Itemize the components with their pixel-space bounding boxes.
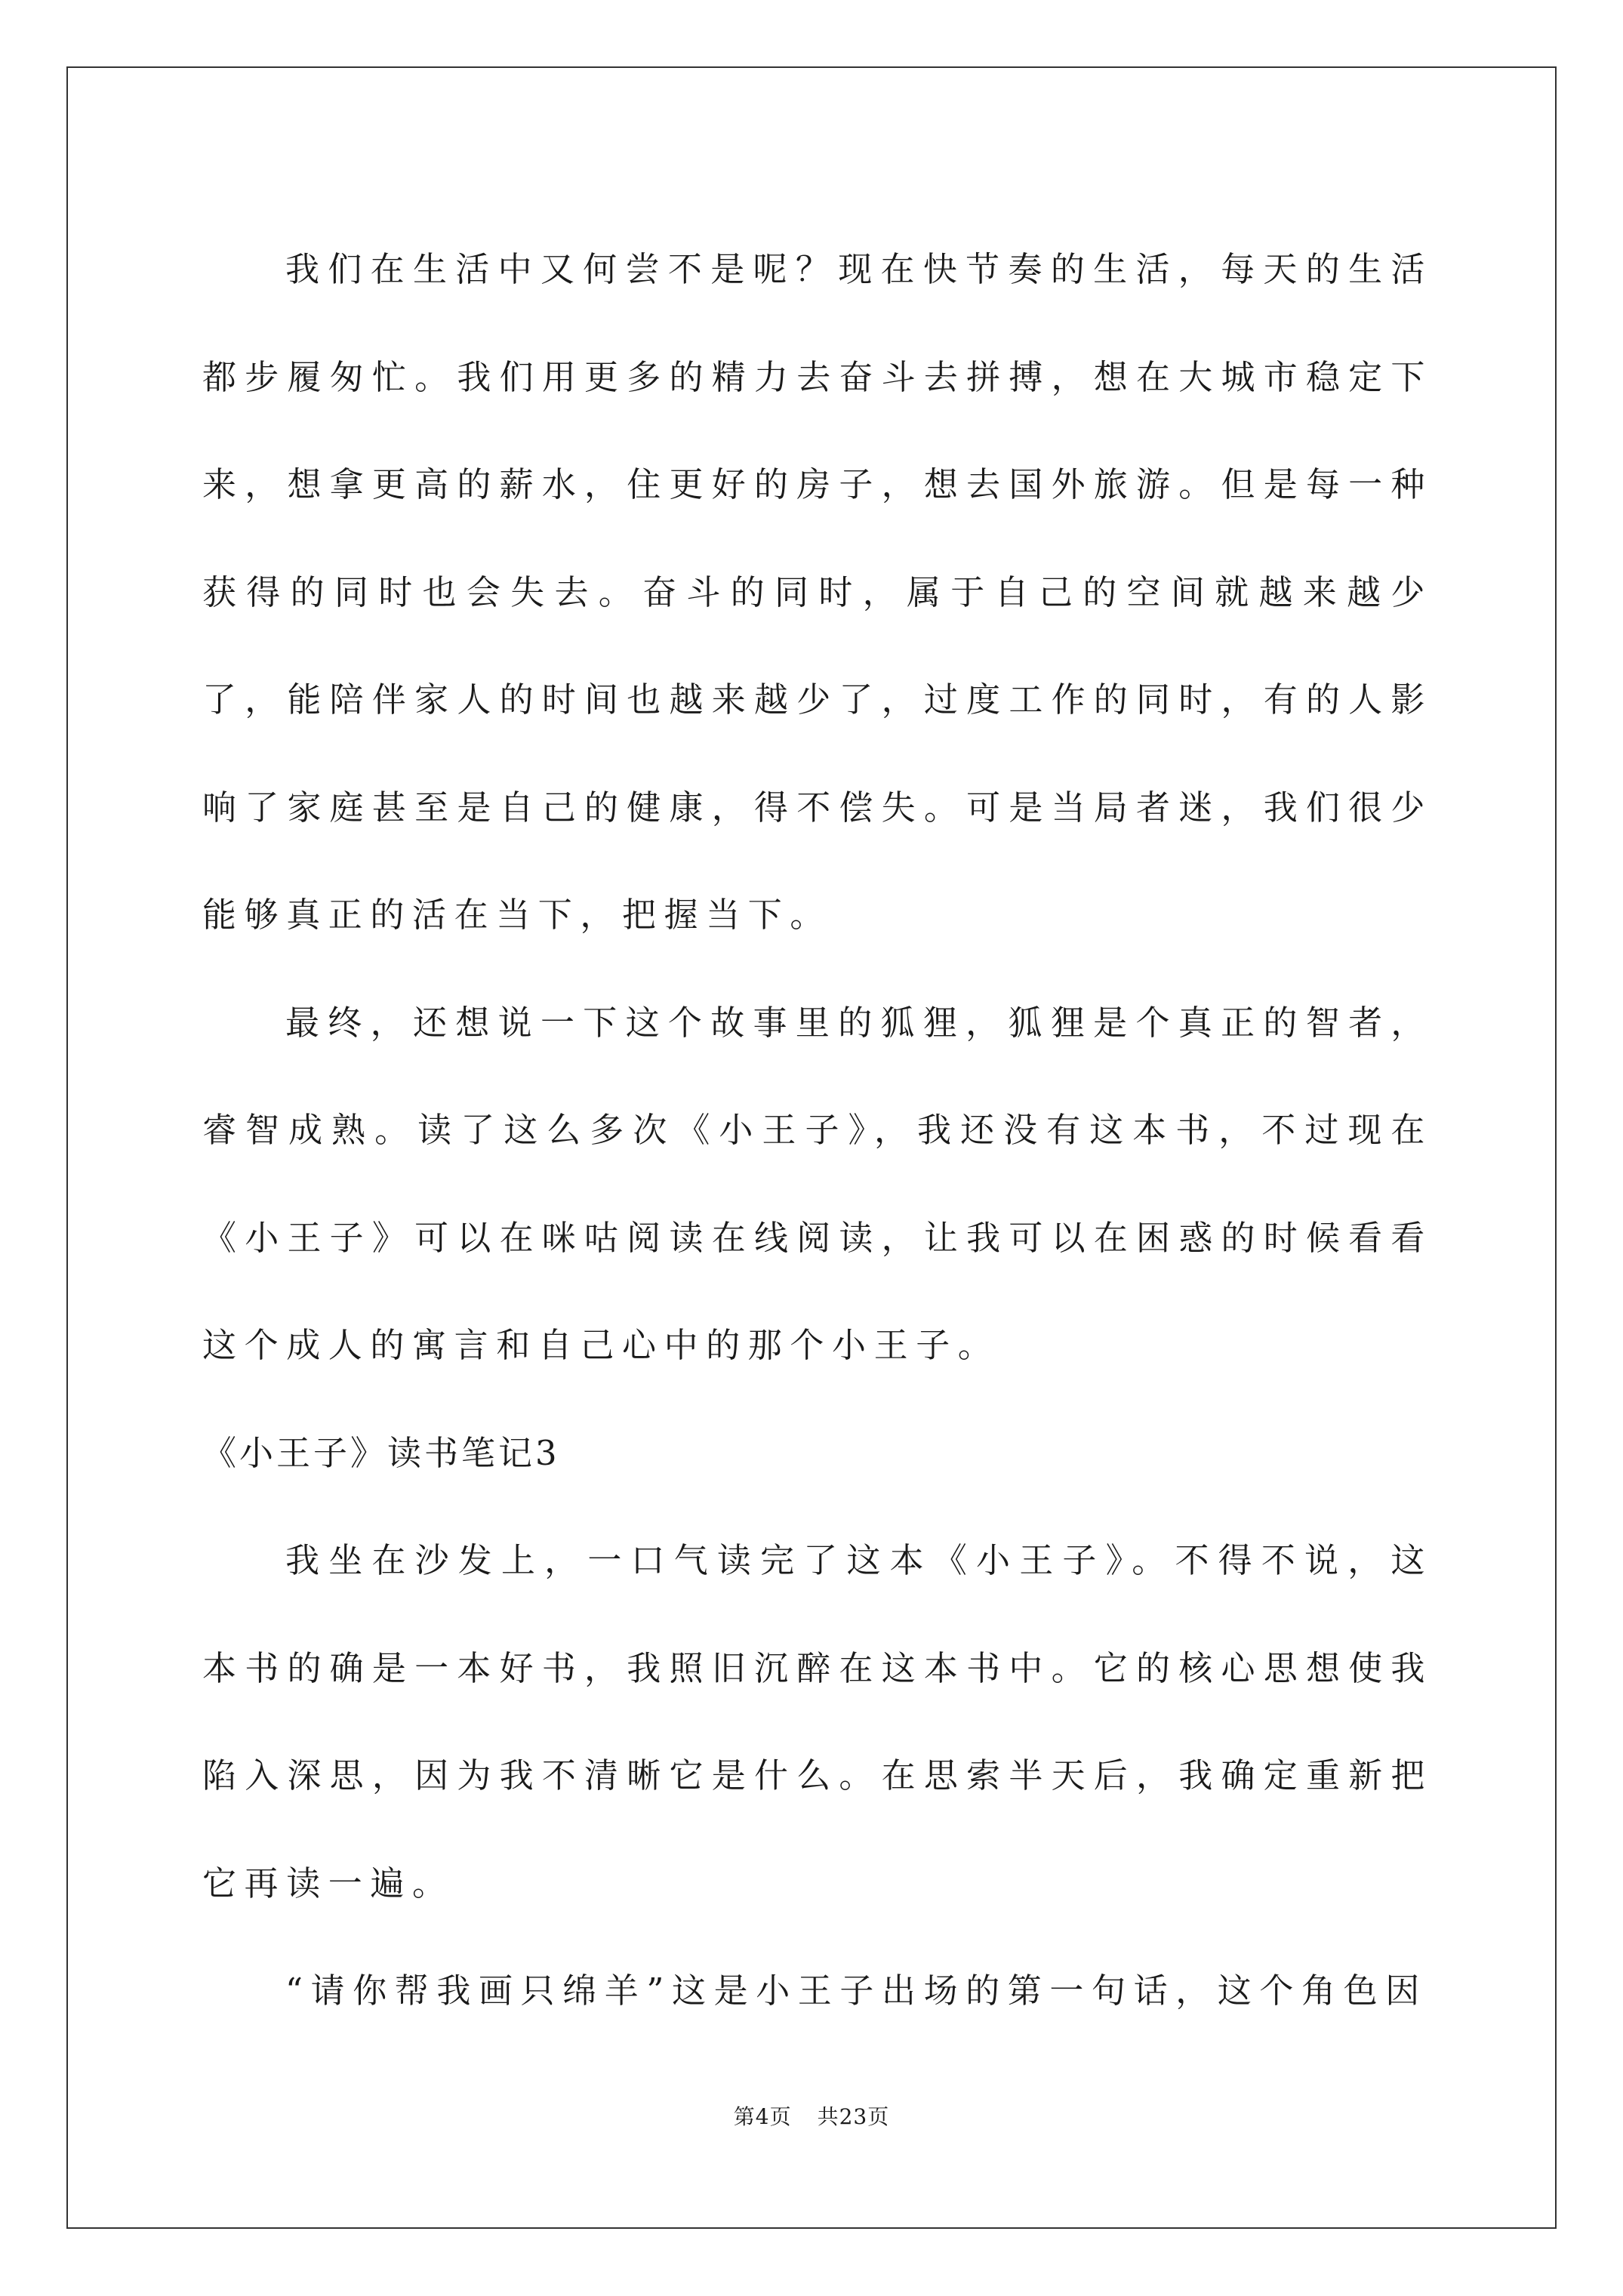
page-total: 共23页	[817, 2104, 890, 2129]
page-footer	[0, 2100, 1623, 2131]
page-number: 第4页	[733, 2104, 792, 2129]
document-body	[202, 216, 1433, 2045]
paragraph-1: 我们在生活中又何尝不是呢？现在快节奏的生活，每天的生活都步履匆忙。我们用更多的精力去奋斗去拼搏，想在大城市稳定下来，想拿更高的薪水，住更好的房子，想去国外旅游。但是每一种获得的同时也会失去。奋斗的同时，属于自己的空间就越来越少了，能陪伴家人的时间也越来越少了，过度工作的同时，有的人影响了家庭甚至是自己的健康，得不偿失。可是当局者迷，我们很少能够真正的活在当下，把握当下。	[202, 249, 1433, 935]
paragraph-3: 我坐在沙发上，一口气读完了这本《小王子》。不得不说，这本书的确是一本好书，我照旧沉醉在这本书中。它的核心思想使我陷入深思，因为我不清晰它是什么。在思索半天后，我确定重新把它再读一遍。	[202, 1540, 1433, 1903]
section-heading: 《小王子》读书笔记3	[202, 1432, 560, 1473]
paragraph-2: 最终，还想说一下这个故事里的狐狸，狐狸是个真正的智者，睿智成熟。读了这么多次《小王子》，我还没有这本书，不过现在《小王子》可以在咪咕阅读在线阅读，让我可以在困惑的时候看看这个成人的寓言和自己心中的那个小王子。	[202, 1002, 1433, 1365]
paragraph-4: “请你帮我画只绵羊”这是小王子出场的第一句话，这个角色因	[285, 1971, 1427, 2011]
